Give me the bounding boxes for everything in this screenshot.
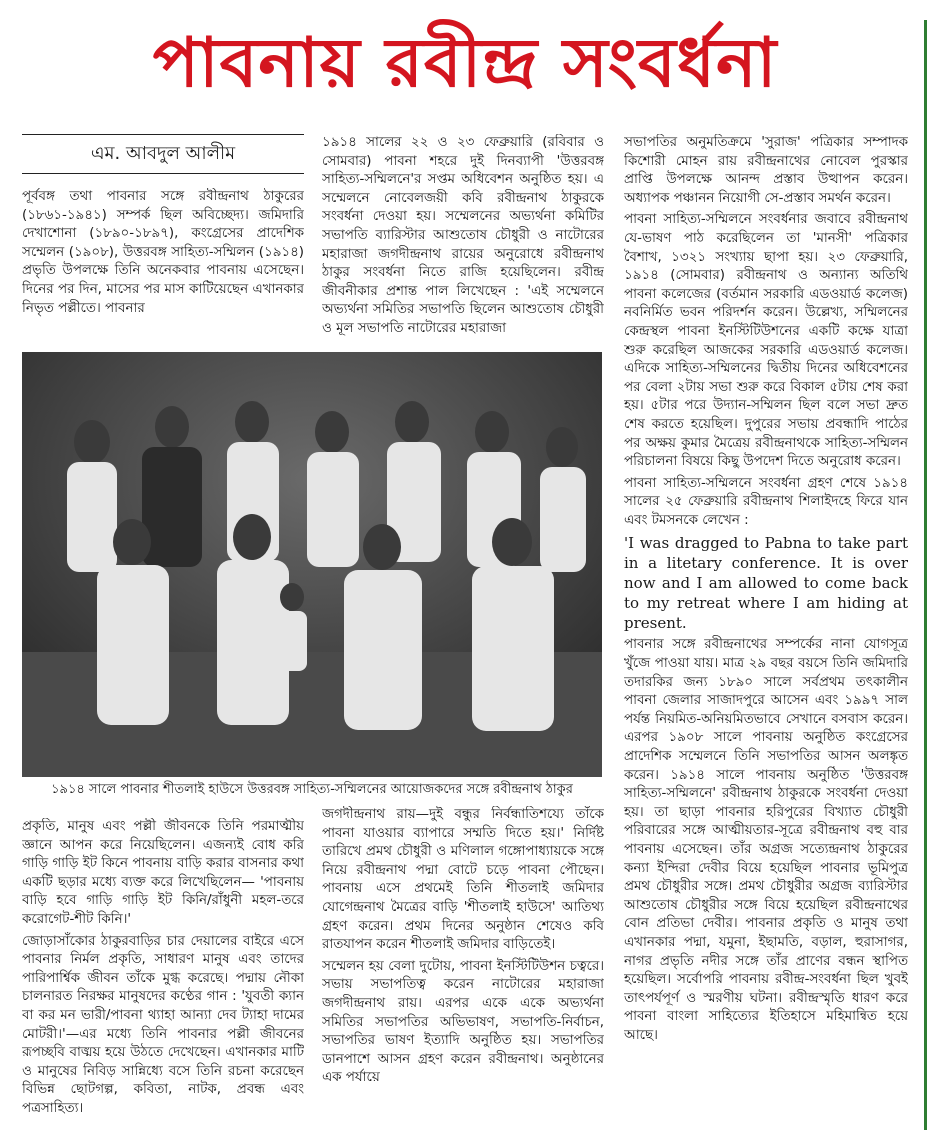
author-name: এম. আবদুল আলীম bbox=[90, 143, 236, 164]
column-3 bbox=[624, 134, 908, 1128]
byline bbox=[22, 134, 304, 174]
group-photo bbox=[22, 352, 602, 777]
paragraph: সম্মেলন হয় বেলা দুটোয়, পাবনা ইনস্টিটিউশন চত্বরে। সভায় সভাপতিত্ব করেন নাটোরের মহারাজা জগদীন্দ্রনাথ রায়। এরপর একে একে অভ্যর্থনা সমিতির সভাপতির অভিভাষণ, সভাপতি-নির্বাচন, সভাপতির ভাষণ ইত্যাদি অনুষ্ঠিত হয়। সভাপতির ডানপাশে আসন গ্রহণ করেন রবীন্দ্রনাথ। অনুষ্ঠানের এক পর্যায়ে bbox=[322, 958, 604, 1086]
photo-caption: ১৯১৪ সালে পাবনার শীতলাই হাউসে উত্তরবঙ্গ সাহিত্য-সম্মিলনের আয়োজকদের সঙ্গে রবীন্দ্রনাথ ঠাকুর bbox=[51, 782, 573, 797]
paragraph: ১৯১৪ সালের ২২ ও ২৩ ফেব্রুয়ারি (রবিবার ও সোমবার) পাবনা শহরে দুই দিনব্যাপী 'উত্তরবঙ্গ সাহিত্য-সম্মিলনে'র সপ্তম অধিবেশন অনুষ্ঠিত হয়। এ সম্মেলনে নোবেলজয়ী কবি রবীন্দ্রনাথ ঠাকুরকে সংবর্ধনা দেওয়া হয়। সম্মেলনের অভ্যর্থনা কমিটির সভাপতি ব্যারিস্টার আশুতোষ চৌধুরী ও নাটোরের মহারাজা জগদীন্দ্রনাথ রায়ের অনুরোধে রবীন্দ্রনাথ ঠাকুর সংবর্ধনা নিতে রাজি হয়েছিলেন। রবীন্দ্র জীবনীকার প্রশান্ত পাল লিখেছেন : 'এই সম্মেলনে অভ্যর্থনা সমিতির সভাপতি ছিলেন আশুতোষ চৌধুরী ও মূল সভাপতি নাটোরের মহারাজা bbox=[322, 135, 604, 336]
english-quote: 'I was dragged to Pabna to take part in a litetary conference. It is over now and I am allowed to come back to my retreat where I am hiding at present. bbox=[624, 534, 908, 633]
page-edge-rule bbox=[924, 20, 927, 1130]
paragraph: প্রকৃতি, মানুষ এবং পল্লী জীবনকে তিনি পরমাত্মীয় জ্ঞানে আপন করে নিয়েছিলেন। এজন্যই বোধ করি গাড়ি গাড়ি ইট কিনে পাবনায় বাড়ি করার বাসনার কথা একটি ছড়ার মধ্যে ব্যক্ত করে লিখেছিলেন— 'পাবনায় বাড়ি হবে গাড়ি গাড়ি ইট কিনি/রাঁধুনী মহল-তরে করোগেট-শীট কিনি।' bbox=[22, 819, 304, 927]
column-2-top bbox=[322, 134, 604, 348]
paragraph: পাবনার সঙ্গে রবীন্দ্রনাথের সম্পর্কের নানা যোগসূত্র খুঁজে পাওয়া যায়। মাত্র ২৯ বছর বয়সে তিনি জমিদারি তদারকির জন্য ১৮৯০ সালে সর্বপ্রথম তৎকালীন পাবনা জেলার সাজাদপুরে আসেন এবং ১৯৯৭ সাল পর্যন্ত নিয়মিত-অনিয়মিতভাবে সেখানে বসবাস করেন। এরপর ১৯০৮ সালে পাবনায় অনুষ্ঠিত কংগ্রেসের প্রাদেশিক সম্মেলনে তিনি সভাপতির আসন অলঙ্কৃত করেন। ১৯১৪ সালে পাবনায় অনুষ্ঠিত 'উত্তরবঙ্গ সাহিত্য-সম্মিলনে' রবীন্দ্রনাথ ঠাকুরকে সংবর্ধনা দেওয়া হয়। তা ছাড়া পাবনার হরিপুরের বিখ্যাত চৌধুরী পরিবারের সঙ্গে আত্মীয়তার-সূত্রে রবীন্দ্রনাথ বহু বার পাবনায় এসেছেন। তাঁর অগ্রজ সত্যেন্দ্রনাথ ঠাকুরের কন্যা ইন্দিরা দেবীর বিয়ে হয়েছিল পাবনার ভূমিপুত্র প্রমথ চৌধুরীর সঙ্গে। প্রমথ চৌধুরীর অগ্রজ ব্যারিস্টার আশুতোষ চৌধুরীর সঙ্গে বিয়ে হয়েছিল রবীন্দ্রনাথের বোন প্রতিভা দেবীর। পাবনার প্রকৃতি ও মানুষ তথা এখানকার পদ্মা, যমুনা, ইছামতি, বড়াল, হুরাসাগর, নাগর প্রভৃতি নদীর সঙ্গে তাঁর প্রাণের বন্ধন স্থাপিত হয়েছিল। সর্বোপরি পাবনায় রবীন্দ্র-সংবর্ধনা ছিল খুবই তাৎপর্যপূর্ণ ও স্মরণীয় ঘটনা। রবীন্দ্রস্মৃতি ধারণ করে পাবনা বাংলা সাহিত্যের ইতিহাসে মহিমান্বিত হয়ে আছে। bbox=[624, 637, 908, 1043]
paragraph: জগদীন্দ্রনাথ রায়—দুই বন্ধুর নির্বন্ধাতিশয্যে তাঁকে পাবনা যাওয়ার ব্যাপারে সম্মতি দিতে হয়।' নির্দিষ্ট তারিখে প্রমথ চৌধুরী ও মণিলাল গঙ্গোপাধ্যায়কে সঙ্গে নিয়ে রবীন্দ্রনাথ পদ্মা বোটে চড়ে পাবনা পৌছেন। পাবনায় এসে প্রথমেই তিনি শীতলাই জমিদার যোগেন্দ্রনাথ মৈত্রের বাড়ি 'শীতলাই হাউসে' আতিথ্য গ্রহণ করেন। প্রথম দিনের অনুষ্ঠান শেষেও কবি রাতযাপন করেন শীতলাই জমিদার বাড়িতেই। bbox=[322, 807, 604, 953]
column-2-bottom bbox=[322, 806, 604, 1128]
paragraph: সভাপতির অনুমতিক্রমে 'সুরাজ' পত্রিকার সম্পাদক কিশোরী মোহন রায় রবীন্দ্রনাথের নোবেল পুরস্কার প্রাপ্তি উপলক্ষে আনন্দ প্রস্তাব উত্থাপন করেন। অধ্যাপক পঞ্চানন নিয়োগী সে-প্রস্তাব সমর্থন করেন। bbox=[624, 135, 908, 206]
paragraph: পাবনা সাহিত্য-সম্মিলনে সংবর্ধনার জবাবে রবীন্দ্রনাথ যে-ভাষণ পাঠ করেছিলেন তা 'মানসী' পত্রিকার বৈশাখ, ১৩২১ সংখ্যায় ছাপা হয়। ২৩ ফেব্রুয়ারি, ১৯১৪ (সোমবার) রবীন্দ্রনাথ ও অন্যান্য অতিথি পাবনা কলেজের (বর্তমান সরকারি এডওয়ার্ড কলেজ) নবনির্মিত ভবন পরিদর্শন করেন। উল্লেখ্য, সম্মিলনের কেন্দ্রস্থল পাবনা ইনস্টিটিউশনের একটি কক্ষে যাত্রা শুরু করেছিল আজকের সরকারি এডওয়ার্ড কলেজ। এদিকে সাহিত্য-সম্মিলনের দ্বিতীয় দিনের অধিবেশনের পর বেলা ২টায় সভা শুরু করে বিকাল ৫টায় শেষ করা হয়। ৫টার পরে উদ্যান-সম্মিলন ছিল বলে সভা দ্রুত শেষ করতে হয়েছিল। দুপুরের সভায় প্রবন্ধাদি পাঠের পর অক্ষয় কুমার মৈত্রেয় রবীন্দ্রনাথকে সাহিত্য-সম্মিলন পরিচালনা বিষয়ে কিছু উপদেশ দিতে অনুরোধ করেন। bbox=[624, 212, 908, 470]
column-1-top bbox=[22, 188, 304, 348]
column-1-bottom bbox=[22, 818, 304, 1128]
article-headline: পাবনায় রবীন্দ্র সংবর্ধনা bbox=[152, 23, 778, 103]
paragraph: পাবনা সাহিত্য-সম্মিলনে সংবর্ধনা গ্রহণ শেষে ১৯১৪ সালের ২৫ ফেব্রুয়ারি রবীন্দ্রনাথ শিলাইদহে ফিরে যান এবং টমসনকে লেখেন : bbox=[624, 475, 908, 528]
paragraph: জোড়াসাঁকোর ঠাকুরবাড়ির চার দেয়ালের বাইরে এসে পাবনার নির্মল প্রকৃতি, সাধারণ মানুষ এবং তাদের পারিপার্শ্বিক জীবন তাঁকে মুগ্ধ করেছে। পদ্মায় নৌকা চালনারত নিরক্ষর মানুষদের কণ্ঠের গান : 'যুবতী ক্যান বা কর মন ভারী/পাবনা থ্যাহা আন্যা দেব ট্যাহা দামের মোটরী।'—এর মধ্যে তিনি পাবনার পল্লী জীবনের রূপচ্ছবি বাঙ্ময় হয়ে উঠতে দেখেছেন। এখানকার মাটি ও মানুষের নিবিড় সান্নিধ্যে বসে তিনি রচনা করেছেন বিভিন্ন ছোটগল্প, কবিতা, নাটক, প্রবন্ধ এবং পত্রসাহিত্য। bbox=[22, 933, 304, 1116]
paragraph: পূর্ববঙ্গ তথা পাবনার সঙ্গে রবীন্দ্রনাথ ঠাকুরের (১৮৬১-১৯৪১) সম্পর্ক ছিল অবিচ্ছেদ্য। জমিদারি দেখাশোনা (১৮৯০-১৮৯৭), কংগ্রেসের প্রাদেশিক সম্মেলন (১৯০৮), উত্তরবঙ্গ সাহিত্য-সম্মিলন (১৯১৪) প্রভৃতি উপলক্ষে তিনি অনেকবার পাবনায় এসেছেন। দিনের পর দিন, মাসের পর মাস কাটিয়েছেন এখানকার নিভৃত পল্লীতে। পাবনার bbox=[22, 189, 304, 316]
group-photo-image bbox=[22, 352, 602, 777]
